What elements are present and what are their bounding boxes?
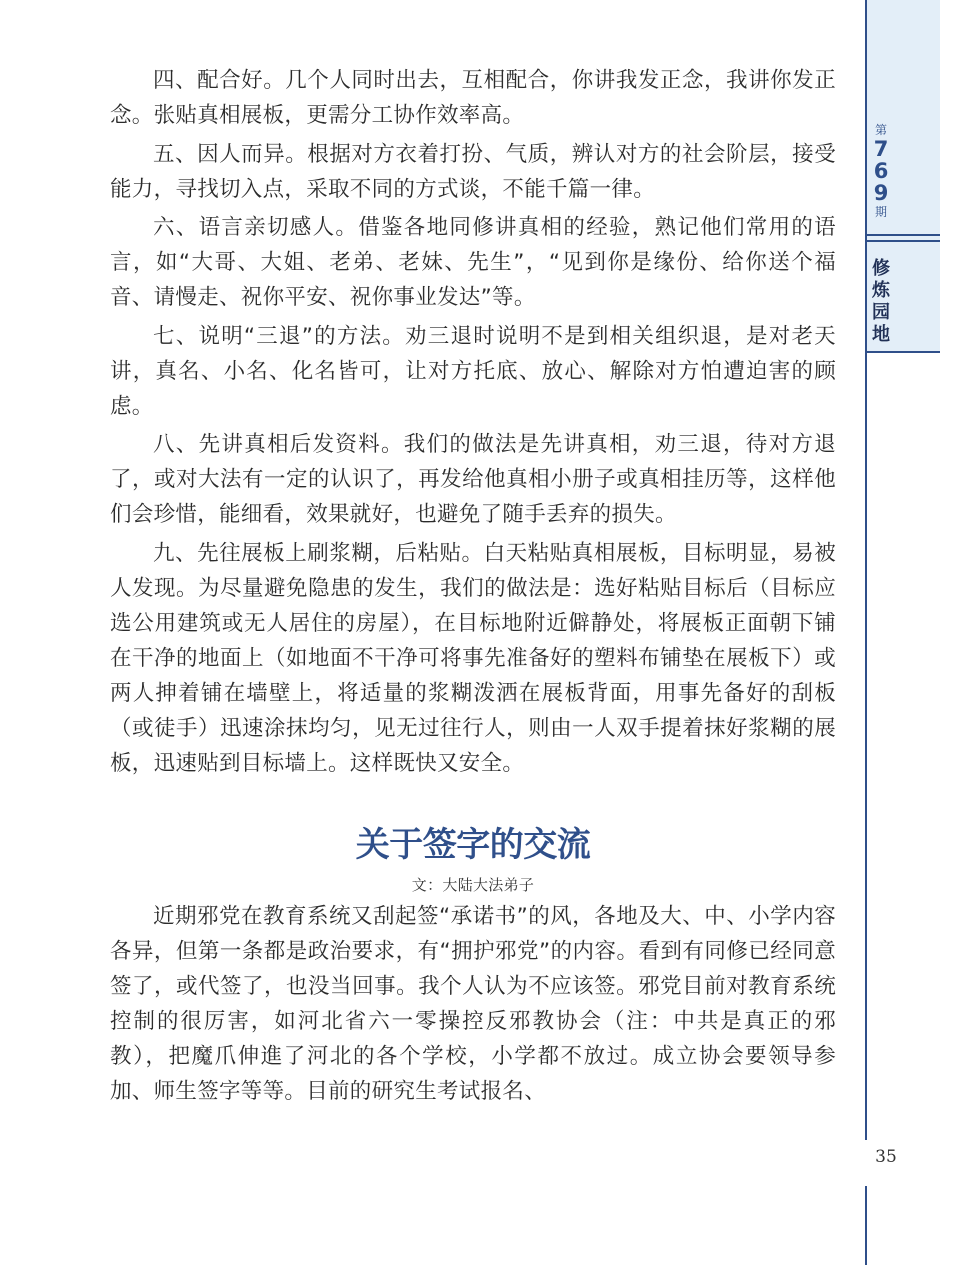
issue-suffix: 期 bbox=[874, 205, 887, 219]
page-number: 35 bbox=[875, 1147, 897, 1167]
column-title-char: 地 bbox=[872, 324, 890, 345]
issue-digits bbox=[866, 138, 896, 204]
article-body bbox=[110, 63, 836, 1109]
byline: 文：大陆大法弟子 bbox=[411, 875, 535, 894]
paragraph-6: 六、语言亲切感人。借鉴各地同修讲真相的经验，熟记他们常用的语言，如“大哥、大姐、老弟、老妹、先生”，“见到你是缘份、给你送个福音、请慢走、祝你平安、祝你事业发达”等。 bbox=[110, 215, 836, 310]
paragraph-4: 四、配合好。几个人同时出去，互相配合，你讲我发正念，我讲你发正念。张贴真相展板，更需分工协作效率高。 bbox=[110, 68, 836, 128]
issue-digit: 6 bbox=[873, 159, 889, 183]
paragraph-9: 九、先往展板上刷浆糊，后粘贴。白天粘贴真相展板，目标明显，易被人发现。为尽量避免隐患的发生，我们的做法是：选好粘贴目标后（目标应选公用建筑或无人居住的房屋），在目标地附近僻静处，将展板正面朝下铺在干净的地面上（如地面不干净可将事先准备好的塑料布铺垫在展板下）或两人抻着铺在墙壁上，将适量的浆糊泼洒在展板背面，用事先备好的刮板（或徒手）迅速涂抹均匀，见无过往行人，则由一人双手提着抹好浆糊的展板，迅速贴到目标墙上。这样既快又安全。 bbox=[110, 540, 836, 776]
column-title-char: 炼 bbox=[872, 280, 890, 301]
column-title-char: 园 bbox=[872, 302, 890, 323]
sidebar-bottom-rule bbox=[866, 351, 940, 353]
issue-number bbox=[866, 122, 896, 220]
paragraph-5: 五、因人而异。根据对方衣着打扮、气质，辨认对方的社会阶层，接受能力，寻找切入点，采取不同的方式谈，不能千篇一律。 bbox=[110, 141, 836, 202]
sidebar-divider bbox=[866, 234, 940, 236]
issue-digit: 7 bbox=[873, 137, 889, 161]
article-paragraph: 近期邪党在教育系统又刮起签“承诺书”的风，各地及大、中、小学内容各异，但第一条都是政治要求，有“拥护邪党”的内容。看到有同修已经同意签了，或代签了，也没当回事。我个人认为不应该签。邪党目前对教育系统控制的很厉害，如河北省六一零操控反邪教协会（注：中共是真正的邪教），把魔爪伸進了河北的各个学校，小学都不放过。成立协会要领导参加、师生签字等等。目前的研究生考试报名、 bbox=[110, 903, 836, 1104]
section-title: 关于签字的交流 bbox=[355, 824, 591, 865]
column-title bbox=[866, 258, 896, 346]
paragraph-8: 八、先讲真相后发资料。我们的做法是先讲真相，劝三退，待对方退了，或对大法有一定的认识了，再发给他真相小册子或真相挂历等，这样他们会珍惜，能细看，效果就好，也避免了随手丢弃的损失。 bbox=[110, 432, 836, 527]
sidebar-divider bbox=[866, 240, 940, 242]
column-title-char: 修 bbox=[872, 258, 890, 279]
issue-prefix: 第 bbox=[874, 123, 887, 137]
issue-digit: 9 bbox=[873, 181, 889, 205]
paragraph-7: 七、说明“三退”的方法。劝三退时说明不是到相关组织退，是对老天讲，真名、小名、化名皆可，让对方托底、放心、解除对方怕遭迫害的顾虑。 bbox=[110, 323, 836, 419]
